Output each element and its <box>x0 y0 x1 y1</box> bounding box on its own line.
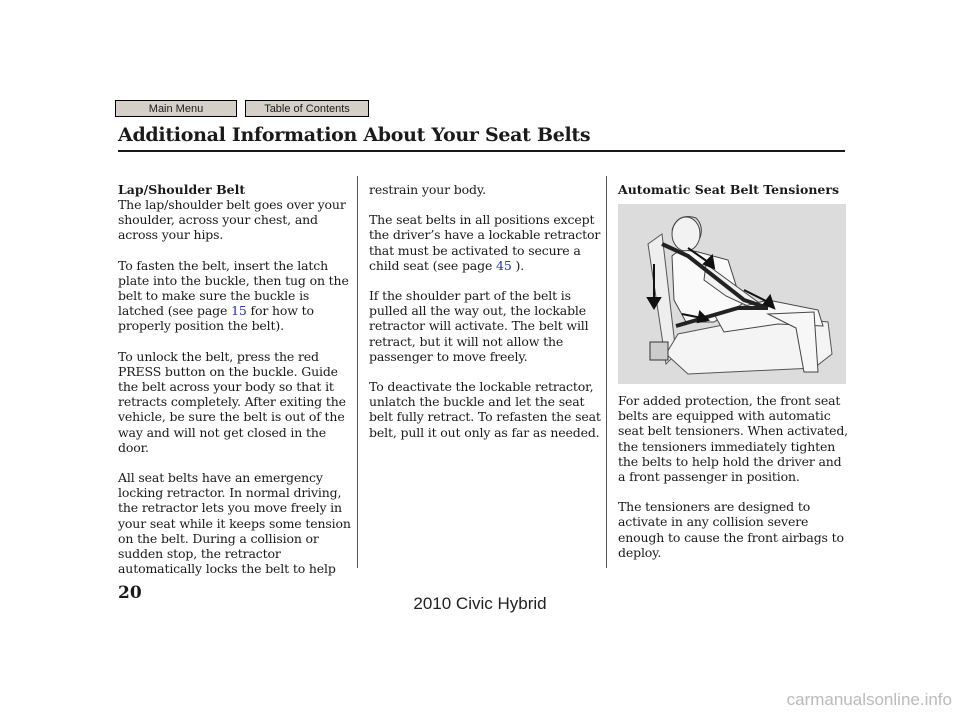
text: ). <box>511 257 525 273</box>
footer-model-name: 2010 Civic Hybrid <box>413 594 547 613</box>
column-divider-1 <box>357 176 358 568</box>
paragraph: All seat belts have an emergency locking retractor. In normal driving, the retractor lets you move freely in your seat while it keeps some tension on the belt. During a collision or sudden stop, the retractor automatically locks the belt to help <box>118 470 351 577</box>
page-15-link[interactable]: 15 <box>231 303 247 319</box>
paragraph: To unlock the belt, press the red PRESS button on the buckle. Guide the belt across your body so that it retracts completely. After exiting the vehicle, be sure the belt is out of the way and will not get closed in the door. <box>118 348 346 455</box>
title-divider <box>118 150 845 152</box>
paragraph: The tensioners are designed to activate in any collision severe enough to cause the front airbags to deploy. <box>618 499 844 560</box>
lap-shoulder-belt-heading: Lap/Shoulder Belt <box>118 182 246 197</box>
main-menu-button[interactable]: Main Menu <box>115 100 237 117</box>
column-divider-2 <box>606 176 607 568</box>
text: To fasten the belt, insert the latch plate into the buckle, then tug on the belt to make sure the buckle is latched (see page <box>118 257 349 319</box>
paragraph: To deactivate the lockable retractor, unlatch the buckle and let the seat belt fully retract. To refasten the seat belt, pull it out only as far as needed. <box>369 379 601 440</box>
paragraph: For added protection, the front seat belts are equipped with automatic seat belt tensioners. When activated, the tensioners immediately tighten the belts to help hold the driver and a front passenger in position. <box>618 393 849 485</box>
retractor-column <box>369 182 601 455</box>
seated-passenger-illustration <box>618 204 846 384</box>
paragraph <box>369 212 601 273</box>
page-title: Additional Information About Your Seat Belts <box>118 124 591 146</box>
text: The seat belts in all positions except the driver’s have a lockable retractor that must be activated to secure a child seat (see page <box>369 212 601 273</box>
tensioners-heading: Automatic Seat Belt Tensioners <box>618 182 840 197</box>
page-number: 20 <box>118 583 142 603</box>
paragraph: If the shoulder part of the belt is pulled all the way out, the lockable retractor will activate. The belt will retract, but it will not allow the passenger to move freely. <box>369 288 589 364</box>
page-45-link[interactable]: 45 <box>496 257 512 273</box>
paragraph: The lap/shoulder belt goes over your shoulder, across your chest, and across your hips. <box>118 197 346 243</box>
paragraph <box>118 258 354 334</box>
seat-belt-tensioner-illustration <box>618 204 846 384</box>
paragraph: restrain your body. <box>369 182 486 197</box>
text: for how to properly position the belt). <box>118 303 314 334</box>
watermark: carmanualsonline.info <box>786 690 952 709</box>
tensioners-column <box>618 393 848 575</box>
table-of-contents-button[interactable]: Table of Contents <box>245 100 369 117</box>
lap-shoulder-belt-column <box>118 197 354 591</box>
